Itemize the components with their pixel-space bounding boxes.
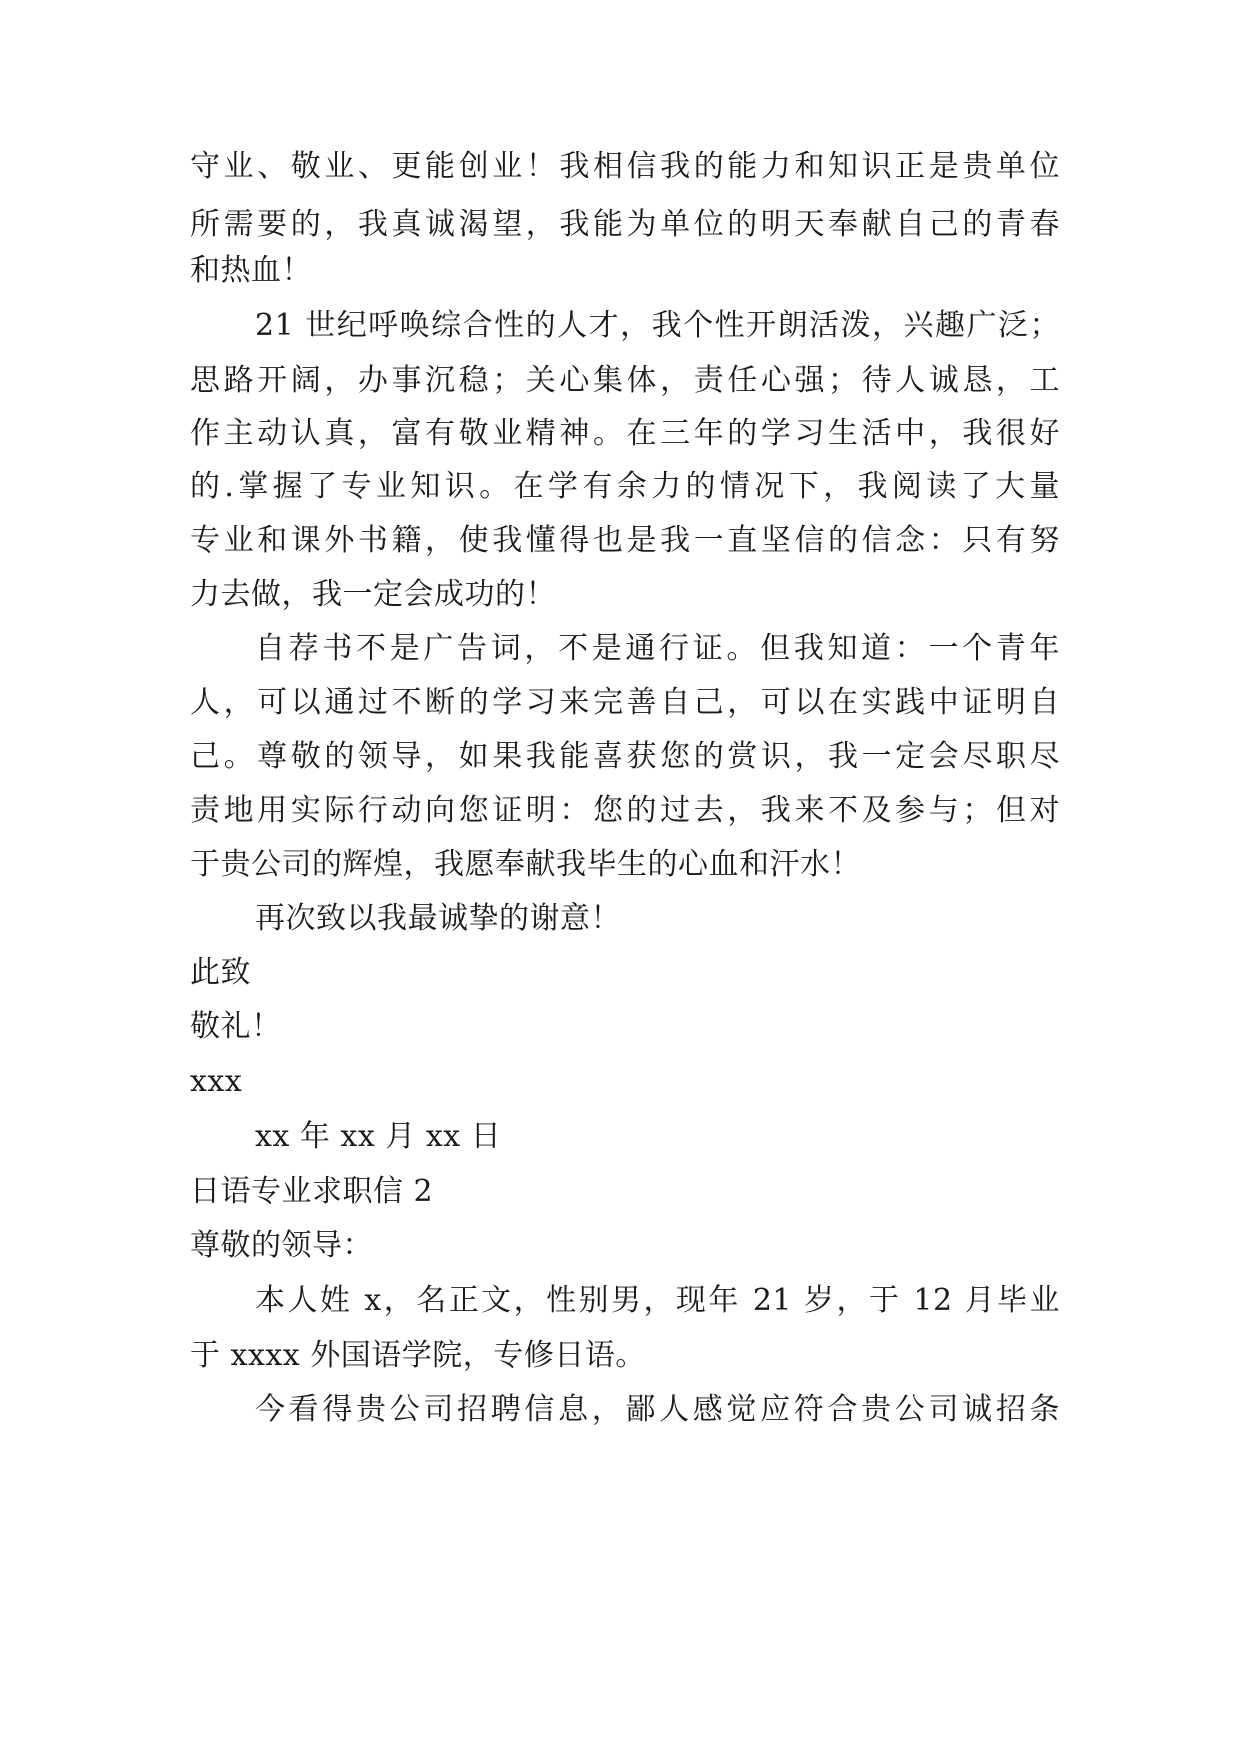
text-line: 和热血！	[190, 253, 312, 288]
text-line: 的.掌握了专业知识。在学有余力的情况下，我阅读了大量	[190, 469, 1060, 504]
text-line: 作主动认真，富有敬业精神。在三年的学习生活中，我很好	[190, 416, 1060, 451]
date-line: xx 年 xx 月 xx 日	[255, 1119, 502, 1154]
text-line: 所需要的，我真诚渴望，我能为单位的明天奉献自己的青春	[190, 207, 1060, 242]
text-line: 本人姓 x，名正文，性别男，现年 21 岁，于 12 月毕业	[255, 1283, 1060, 1318]
text-line: 力去做，我一定会成功的！	[190, 577, 556, 612]
text-line: 己。尊敬的领导，如果我能喜获您的赏识，我一定会尽职尽	[190, 739, 1060, 774]
salutation: 尊敬的领导：	[190, 1228, 373, 1263]
text-line: 人，可以通过不断的学习来完善自己，可以在实践中证明自	[190, 685, 1060, 720]
closing-line: 此致	[190, 955, 251, 990]
text-line: 今看得贵公司招聘信息，鄙人感觉应符合贵公司诚招条	[255, 1392, 1060, 1427]
text-line: 责地用实际行动向您证明：您的过去，我来不及参与；但对	[190, 793, 1060, 828]
text-line: 专业和课外书籍，使我懂得也是我一直坚信的信念：只有努	[190, 523, 1060, 558]
text-line: 自荐书不是广告词，不是通行证。但我知道：一个青年	[255, 631, 1060, 666]
text-line: 于贵公司的辉煌，我愿奉献我毕生的心血和汗水！	[190, 847, 861, 882]
text-line: 思路开阔，办事沉稳；关心集体，责任心强；待人诚恳，工	[190, 363, 1060, 398]
text-line: 守业、敬业、更能创业！我相信我的能力和知识正是贵单位	[190, 149, 1060, 184]
text-line: 21 世纪呼唤综合性的人才，我个性开朗活泼，兴趣广泛；	[255, 308, 1060, 343]
closing-line: 敬礼！	[190, 1009, 282, 1044]
signature: xxx	[190, 1064, 243, 1099]
section-heading: 日语专业求职信 2	[190, 1174, 434, 1209]
text-line: 于 xxxx 外国语学院，专修日语。	[190, 1338, 646, 1373]
text-line: 再次致以我最诚挚的谢意！	[255, 901, 621, 936]
